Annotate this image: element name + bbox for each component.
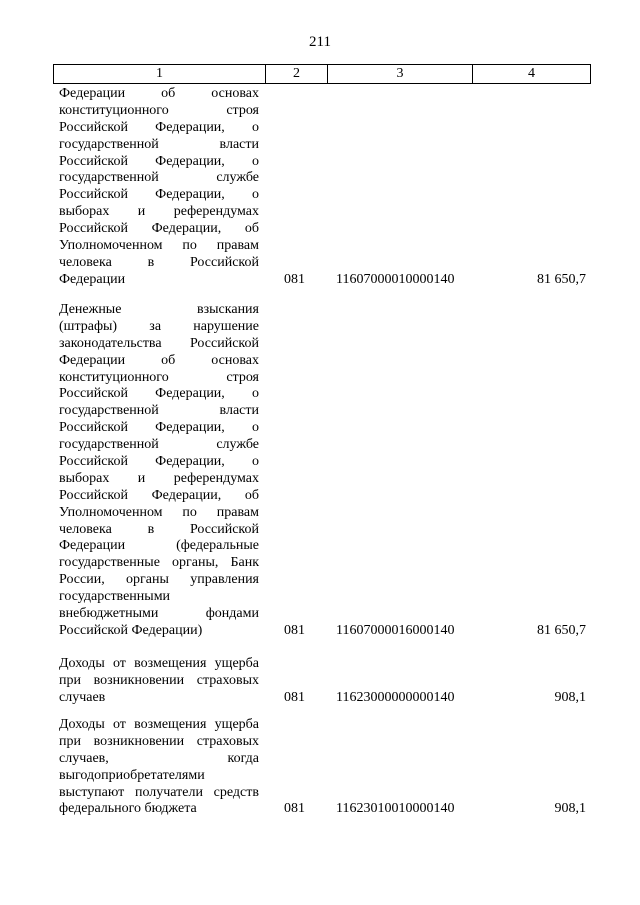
description-line: Российской Федерации, об [59,487,259,503]
row-description [59,656,259,707]
description-line: (штрафы) за нарушение [59,318,259,334]
description-line: государственной власти [59,403,259,419]
description-line: Российской Федерации, о [59,420,259,436]
column-header-3: 3 [328,65,473,84]
row-kbk-code: 11623000000000140 [336,689,455,705]
description-line: конституционного строя [59,369,259,385]
description-line: Уполномоченном по правам [59,504,259,520]
row-kbk-code: 11607000010000140 [336,271,455,287]
description-line: Доходы от возмещения ущерба [59,717,259,732]
row-amount: 908,1 [554,689,586,705]
row-description [59,302,259,640]
description-line: государственной службе [59,170,259,186]
description-line: при возникновении страховых [59,733,259,749]
row-amount: 81 650,7 [537,622,586,638]
description-line: Российской Федерации, о [59,187,259,203]
description-line: государственной службе [59,437,259,453]
description-line: государственными [59,589,171,605]
description-line: выборах и референдумах [59,204,259,220]
column-header-4: 4 [473,65,591,84]
row-admin-code: 081 [284,622,305,638]
description-line: законодательства Российской [59,335,259,351]
description-line: России, органы управления [59,572,259,588]
description-line: государственной власти [59,136,259,152]
description-line: Российской Федерации) [59,622,203,638]
description-line: Российской Федерации, о [59,386,259,402]
description-line: Федерации об основах [59,86,259,101]
row-kbk-code: 11607000016000140 [336,622,455,638]
row-kbk-code: 11623010010000140 [336,801,455,817]
description-line: Федерации [59,271,126,287]
row-admin-code: 081 [284,689,305,705]
description-line: Федерации (федеральные [59,538,259,554]
description-line: Федерации об основах [59,352,259,368]
description-line: Российской Федерации, об [59,221,259,237]
description-line: Денежные взыскания [59,302,259,317]
description-line: выступают получатели средств [59,784,259,800]
column-header-table [53,64,591,84]
description-line: человека в Российской [59,521,259,537]
row-amount: 908,1 [554,801,586,817]
page-number: 211 [309,34,331,50]
table-row [59,86,586,289]
column-header-1: 1 [54,65,266,84]
row-description [59,86,259,289]
description-line: внебюджетными фондами [59,606,259,622]
column-header-row [54,65,591,84]
table-row [59,302,586,640]
table-row [59,656,586,707]
description-line: государственные органы, Банк [59,555,259,571]
description-line: при возникновении страховых [59,672,259,688]
description-line: человека в Российской [59,254,259,270]
description-line: федерального бюджета [59,801,197,817]
row-admin-code: 081 [284,801,305,817]
description-line: Уполномоченном по правам [59,238,259,254]
description-line: выгодоприобретателями [59,767,205,783]
description-line: Доходы от возмещения ущерба [59,656,259,671]
description-line: Российской Федерации, о [59,119,259,135]
description-line: Российской Федерации, о [59,153,259,169]
description-line: конституционного строя [59,102,259,118]
description-line: случаев [59,689,106,705]
row-amount: 81 650,7 [537,271,586,287]
row-admin-code: 081 [284,271,305,287]
description-line: выборах и референдумах [59,470,259,486]
table-row [59,717,586,818]
description-line: Российской Федерации, о [59,454,259,470]
description-line: случаев, когда [59,750,259,766]
column-header-2: 2 [266,65,328,84]
row-description [59,717,259,818]
